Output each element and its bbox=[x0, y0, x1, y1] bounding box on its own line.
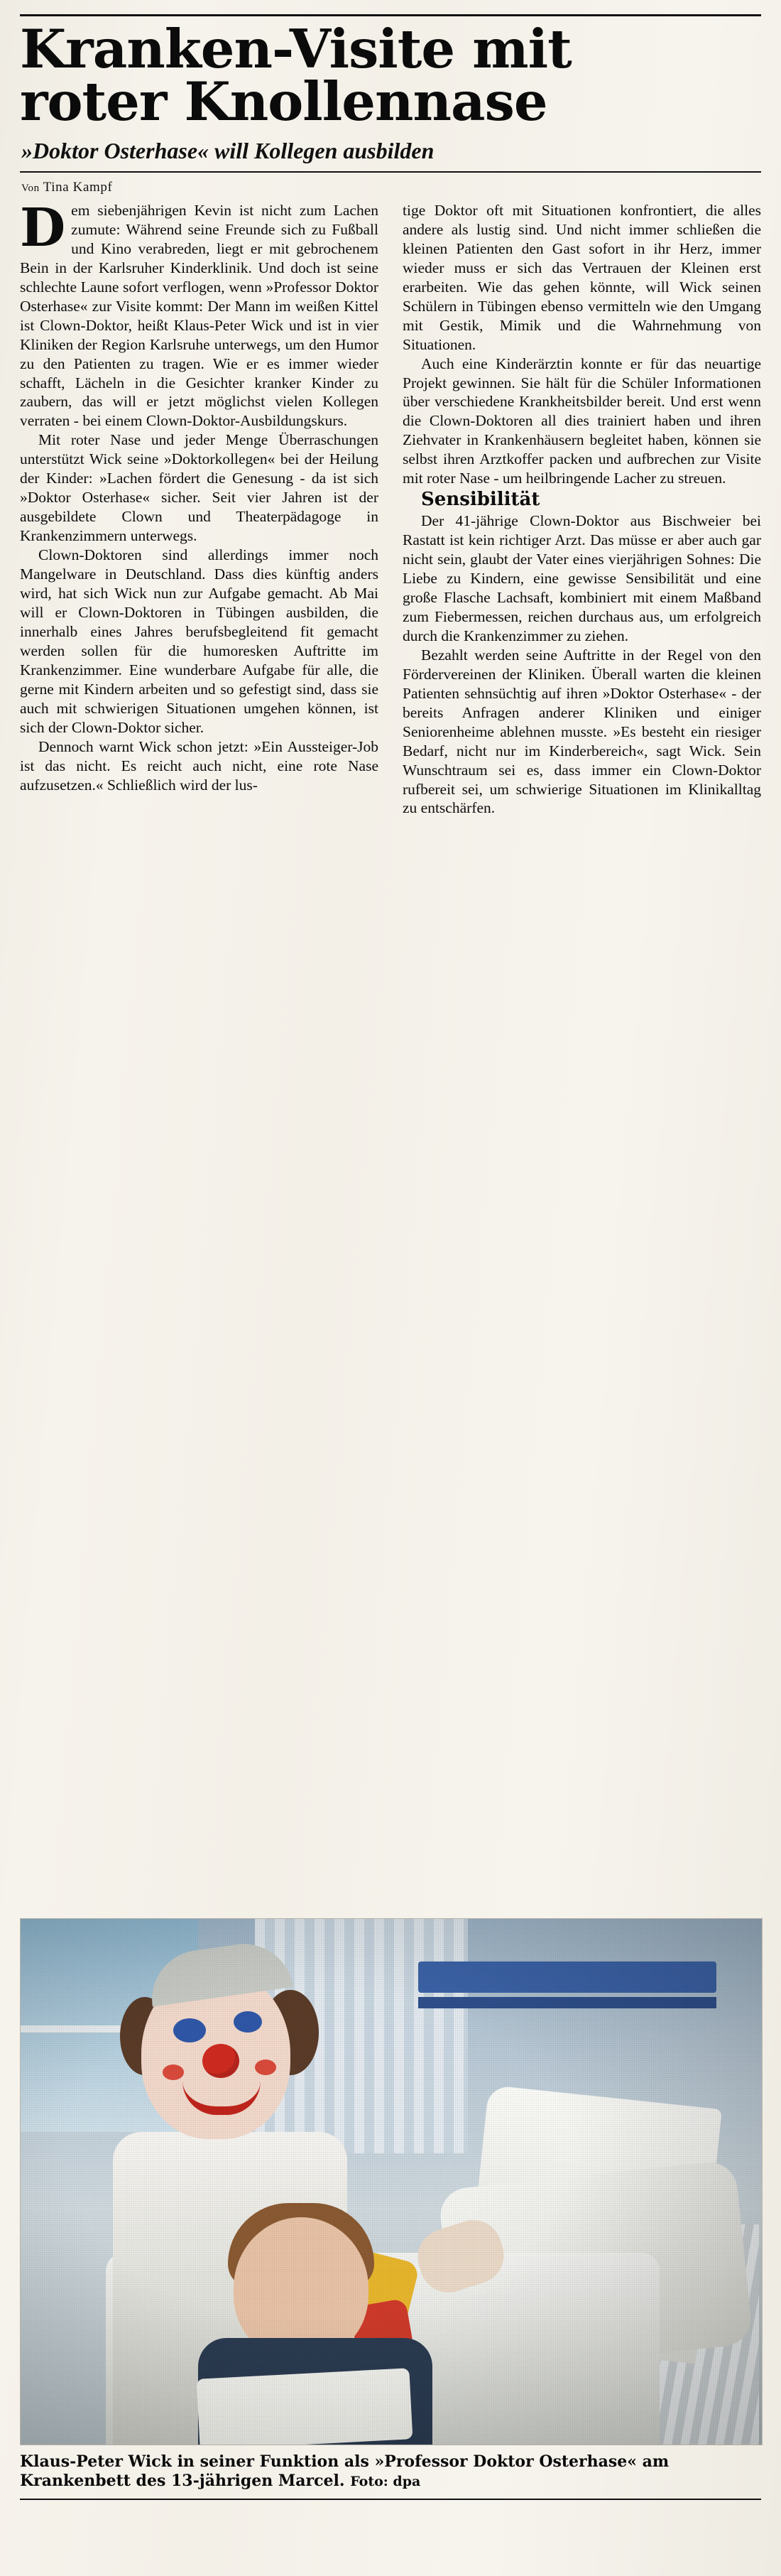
paragraph-text: em siebenjährigen Kevin ist nicht zum Lachen zumute: Während seine Freunde sich zu Fußball und Kino verabreden, liegt er mit gebrochenem Bein in der Karlsruher Kinderklinik. Und doch ist seine schlechte Laune sofort verflogen, wenn »Professor Doktor Osterhase« zur Visite kommt: Der Mann im weißen Kittel ist Clown-Doktor, heißt Klaus-Peter Wick und ist in vier Kliniken der Region Karlsruhe unterwegs, um den Humor zu den Patienten zu tragen. Wie er es immer wieder schafft, Lächeln in die Gesichter kranker Kinder zu zaubern, das will er jetzt möglichst vielen Kollegen verraten - bei einem Clown-Doktor-Ausbildungskurs. bbox=[20, 201, 378, 430]
paragraph: Dennoch warnt Wick schon jetzt: »Ein Aussteiger-Job ist das nicht. Es reicht auch nicht, eine rote Nase aufzusetzen.« Schließlich wird der lus- bbox=[20, 737, 378, 794]
byline-author: Tina Kampf bbox=[43, 179, 113, 195]
photo-credit: Foto: dpa bbox=[350, 2474, 421, 2490]
paragraph: Clown-Doktoren sind allerdings immer noch Mangelware in Deutschland. Dass dies künftig anders wird, hat sich Wick nun zur Aufgabe gemacht. Ab Mai will er Clown-Doktoren in Tübingen ausbilden, die innerhalb eines Jahres berufsbegleitend fit gemacht werden sollen für die humoresken Auftritte im Krankenzimmer. Eine wunderbare Aufgabe für alle, die gerne mit Kindern arbeiten und so gefestigt sind, dass sie auch mit schwierigen Situationen umgehen können, ist sich der Clown-Doktor sicher. bbox=[20, 546, 378, 736]
photo-caption bbox=[20, 2452, 761, 2491]
byline-prefix: Von bbox=[21, 182, 40, 194]
paragraph: Der 41-jährige Clown-Doktor aus Bischweier bei Rastatt ist kein richtiger Arzt. Das müsse er aber auch gar nicht sein, glaubt der Vater eines vierjährigen Sohnes: Die Liebe zu Kindern, eine gewisse Sensibilität und eine große Flasche Lachsaft, kombiniert mit einem Maßband zum Fiebermessen, reichen durchaus aus, um erfolgreich durch die Krankenzimmer zu ziehen. bbox=[403, 512, 761, 644]
photo-block bbox=[20, 1918, 761, 2500]
article-photo bbox=[20, 1918, 763, 2445]
top-rule bbox=[20, 14, 761, 16]
subheadline-rule bbox=[20, 171, 761, 173]
photo-caption-text: Klaus-Peter Wick in seiner Funktion als »Professor Doktor Osterhase« am Krankenbett des 13-jährigen Marcel. bbox=[20, 2452, 670, 2491]
byline bbox=[21, 180, 761, 195]
column-left bbox=[20, 197, 378, 818]
paragraph bbox=[20, 197, 378, 431]
photo-grain bbox=[21, 1919, 762, 2445]
paragraph: tige Doktor oft mit Situationen konfrontiert, die alles andere als lustig sind. Und nicht immer schließen die kleinen Patienten den Gast sofort in ihr Herz, immer wieder muss er sich das Vertrauen der Kleinen erst erarbeiten. Wie das gehen könnte, will Wick seinen Schülern in Tübingen ebenso vermitteln wie den Umgang mit Gestik, Mimik und die Wahrnehmung von Situationen. bbox=[403, 201, 761, 353]
headline-line-1: Kranken-Visite mit bbox=[20, 18, 572, 80]
column-right bbox=[403, 201, 761, 818]
subheadline: »Doktor Osterhase« will Kollegen ausbilden bbox=[21, 138, 435, 163]
paragraph: Auch eine Kinderärztin konnte er für das neuartige Projekt gewinnen. Sie hält für die Schüler Informationen über verschiedene Krankheitsbilder bereit. Und erst wenn die Clown-Doktoren all dies trainiert haben und ihren Ziehvater in Krankenhäusern begleitet haben, können sie selbst ihren Arztkoffer packen und aufbrechen zur Visite mit roter Nase - um heilbringende Lacher zu streuen. bbox=[403, 355, 761, 487]
bottom-rule bbox=[20, 2499, 761, 2500]
headline-line-2: roter Knollennase bbox=[20, 70, 547, 133]
page-title bbox=[20, 18, 761, 133]
section-heading: Sensibilität bbox=[421, 489, 540, 511]
paragraph: Bezahlt werden seine Auftritte in der Regel von den Fördervereinen der Kliniken. Überall warten die kleinen Patienten sehnsüchtig auf ihren »Doktor Osterhase« - der bereits Anfragen anderer Kliniken und einiger Seniorenheime ablehnen musste. »Es besteht ein riesiger Bedarf, nicht nur im Kinderbereich«, sagt Wick. Sein Wunschtraum sei es, dass immer ein Clown-Doktor rufbereit sei, um schwierige Situationen im Klinikalltag zu entschärfen. bbox=[403, 646, 761, 817]
article-columns bbox=[20, 197, 761, 818]
article bbox=[20, 14, 761, 818]
paragraph: Mit roter Nase und jeder Menge Überraschungen unterstützt Wick seine »Doktorkollegen« bei der Heilung der Kinder: »Lachen fördert die Genesung - da ist sich »Doktor Osterhase« sicher. Seit vier Jahren ist der ausgebildete Clown und Theaterpädagoge in Krankenzimmern unterwegs. bbox=[20, 431, 378, 545]
drop-cap: D bbox=[20, 197, 66, 259]
